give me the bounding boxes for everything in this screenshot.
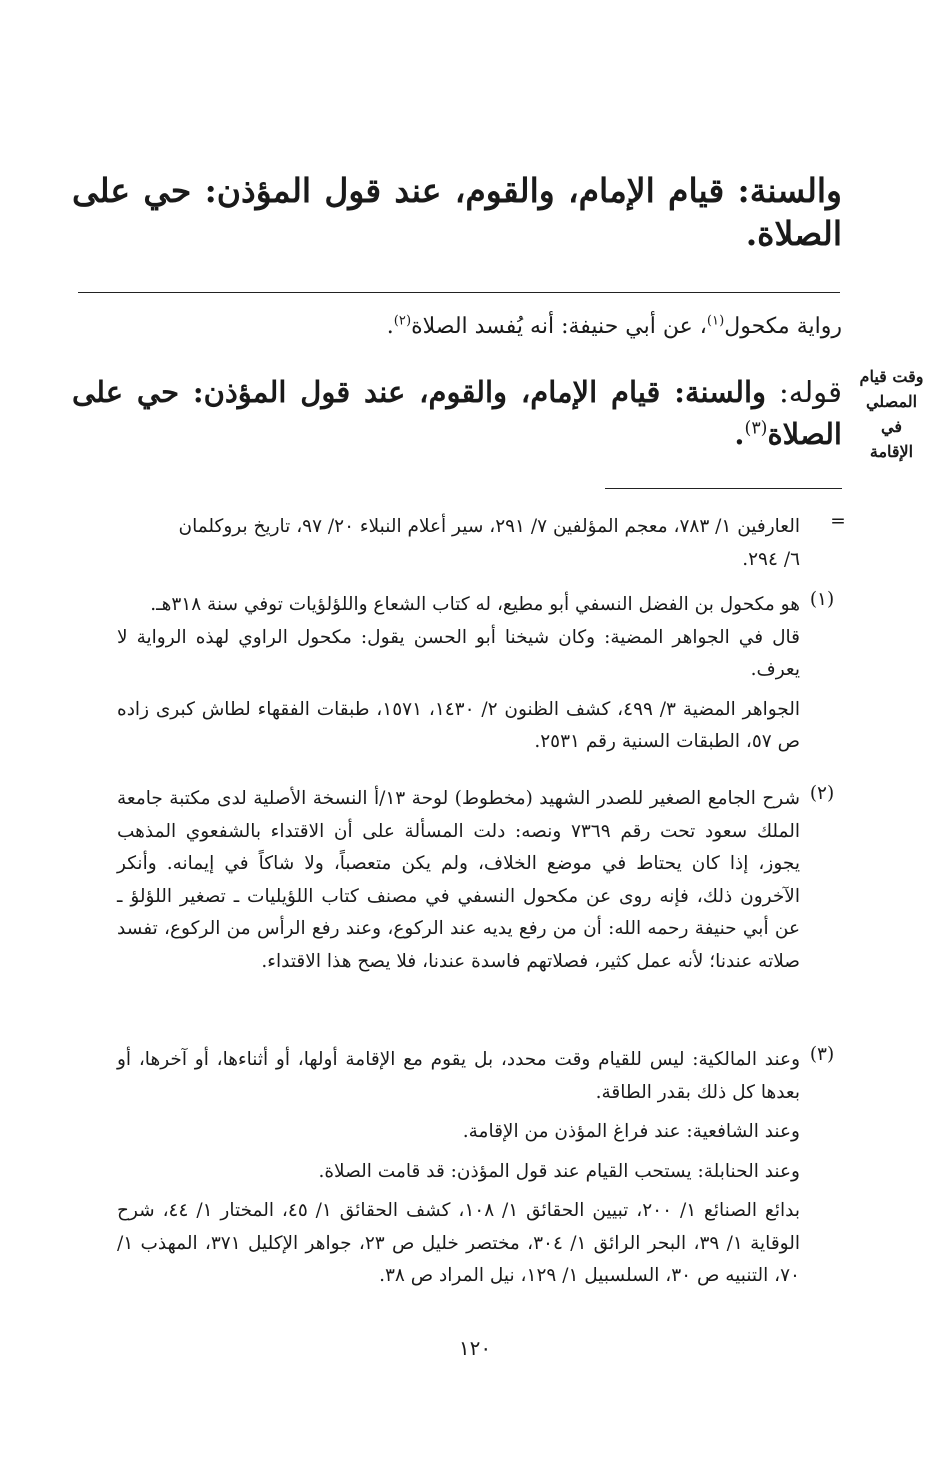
footnote-3-para-1: وعند المالكية: ليس للقيام وقت محدد، بل يقوم مع الإقامة أولها، أو أثناءها، أو آخرها، أو بعدها كل ذلك بقدر الطاقة. — [117, 1049, 800, 1103]
riwaya-text-c: . — [386, 314, 394, 339]
side-note — [849, 364, 934, 464]
footnote-3-para-3: وعند الحنابلة: يستحب القيام عند قول المؤذن: قد قامت الصلاة. — [318, 1160, 800, 1182]
side-note-line-2: المصلي — [865, 392, 918, 411]
footnote-1-para-3: الجواهر المضية ٣/ ٤٩٩، كشف الظنون ٢/ ١٤٣٠، ١٥٧١، طبقات الفقهاء لطاش كبرى زاده ص ٥٧، الطبقات السنية رقم ٢٥٣١. — [117, 698, 800, 752]
footnote-3-para-2: وعند الشافعية: عند فراغ المؤذن من الإقامة. — [462, 1121, 800, 1142]
footnote-1-para-1: هو مكحول بن الفضل النسفي أبو مطيع، له كتاب الشعاع واللؤلؤيات توفي سنة ٣١٨هـ. — [150, 594, 800, 615]
riwaya-line — [72, 305, 842, 349]
side-note-line-3: في — [881, 417, 902, 436]
qawluhu-text: والسنة: قيام الإمام، والقوم، عند قول المؤذن: حي على — [72, 375, 767, 409]
qawluhu-end: . — [734, 417, 745, 451]
riwaya-text-a: رواية مكحول — [724, 314, 842, 339]
footnote-2-number: (٢) — [809, 783, 835, 804]
qawluhu-salat: الصلاة — [767, 417, 842, 451]
continuation-mark: = — [830, 511, 846, 532]
footnote-divider — [605, 488, 842, 489]
footnote-3-para-4: بدائع الصنائع ١/ ٢٠٠، تبيين الحقائق ١/ ١٠٨، كشف الحقائق ١/ ٤٥، المختار ١/ ٤٤، شرح الوقاية ١/ ٣٩، البحر الرائق ١/ ٣٠٤، مختصر خليل ص ٢٣، جواهر الإكليل ٣٧١، المهذب ١/ ٧٠، التنبيه ص ٣٠، السلسبيل ١/ ١٢٩، نيل المراد ص ٣٨. — [117, 1200, 800, 1286]
continuation-line-1: العارفين ١/ ٧٨٣، معجم المؤلفين ٧/ ٢٩١، سير أعلام النبلاء ٢٠/ ٩٧، تاريخ بروكلمان — [178, 516, 800, 537]
heading-divider — [78, 292, 840, 293]
footnote-2-text: شرح الجامع الصغير للصدر الشهيد (مخطوط) لوحة ١٣/أ النسخة الأصلية لدى مكتبة جامعة الملك سعود تحت رقم ٧٣٦٩ ونصه: دلت المسألة على أن الاقتداء بالشفعوي المذهب يجوز، إذا كان يحتاط في موضع الخلاف، ولم يكن متعصباً، ولا شاكاً في إيمانه. وأنكر الآخرون ذلك، فإنه روى عن مكحول النسفي في مصنف كتاب اللؤيليات ـ تصغير اللؤلؤ ـ عن أبي حنيفة رحمه الله: أن من رفع يديه عند الركوع، وعند رفع الرأس من الركوع، تفسد صلاته عندنا؛ لأنه عمل كثير، فصلاتهم فاسدة عندنا، فلا يصح هذا الاقتداء. — [117, 788, 801, 972]
footnote-ref-3: (٣) — [744, 418, 768, 439]
footnote-ref-1: (١) — [706, 313, 725, 329]
footnote-2 — [117, 783, 800, 978]
continuation-line-2: ٦/ ٢٩٤. — [742, 548, 800, 570]
side-note-line-1: وقت قيام — [859, 367, 924, 386]
footnote-1-para-2: قال في الجواهر المضية: وكان شيخنا أبو الحسن يقول: مكحول الراوي لهذه الرواية لا يعرف. — [117, 626, 800, 680]
footnote-1 — [117, 589, 800, 759]
page-number: ١٢٠ — [458, 1336, 492, 1360]
riwaya-text-b: ، عن أبي حنيفة: أنه يُفسد الصلاة — [411, 314, 707, 339]
side-note-line-4: الإقامة — [869, 442, 914, 461]
qawluhu-prefix: قوله: — [766, 375, 842, 409]
footnote-3 — [117, 1044, 800, 1293]
main-heading-line-2: الصلاة. — [745, 214, 842, 253]
footnote-3-number: (٣) — [809, 1044, 835, 1065]
qawluhu-line-2 — [72, 409, 842, 459]
main-heading-line-1: والسنة: قيام الإمام، والقوم، عند قول المؤذن: حي على — [72, 171, 842, 210]
footnote-continuation — [117, 511, 800, 576]
footnote-ref-2: (٢) — [393, 313, 412, 329]
footnote-1-number: (١) — [809, 589, 835, 610]
